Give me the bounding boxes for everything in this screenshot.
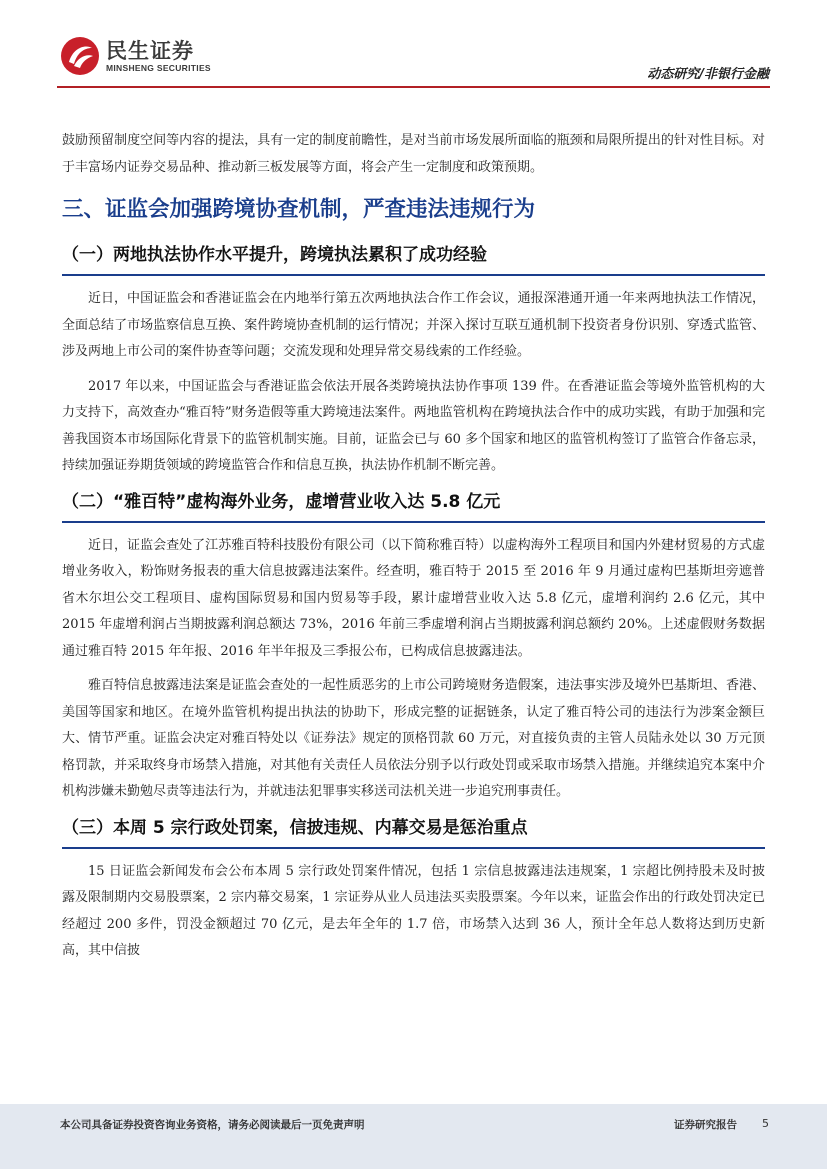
page-footer xyxy=(0,1104,827,1169)
paragraph: 15 日证监会新闻发布会公布本周 5 宗行政处罚案件情况，包括 1 宗信息披露违法违规案，1 宗超比例持股未及时披露及限制期内交易股票案，2 宗内幕交易案，1 宗证券从业人员违法买卖股票案。今年以来，证监会作出的行政处罚决定已经超过 200 多件，罚没金额超过 70 亿元，是去年全年的 1.7 倍，市场禁入达到 36 人，预计全年总人数将达到历史新高，其中信披 xyxy=(62,863,765,958)
paragraph: 近日，证监会查处了江苏雅百特科技股份有限公司（以下简称雅百特）以虚构海外工程项目和国内外建材贸易的方式虚增业务收入，粉饰财务报表的重大信息披露违法案件。经查明，雅百特于 2015 至 2016 年 9 月通过虚构巴基斯坦旁遮普省木尔坦公交工程项目、虚构国际贸易和国内贸易等手段，累计虚增营业收入达 5.8 亿元，虚增利润约 2.6 亿元，其中 2015 年虚增利润占当期披露利润总额达 73%，2016 年前三季虚增利润占当期披露利润总额约 20%。上述虚假财务数据通过雅百特 2015 年年报、2016 年半年报及三季报公布，已构成信息披露违法。 xyxy=(62,537,765,659)
report-category: 动态研究/非银行金融 xyxy=(647,67,769,82)
page-number: 5 xyxy=(762,1117,769,1130)
subsection-heading: （二）“雅百特”虚构海外业务，虚增营业收入达 5.8 亿元 xyxy=(62,488,765,523)
company-logo xyxy=(60,36,211,76)
page-header xyxy=(0,0,827,92)
paragraph: 鼓励预留制度空间等内容的提法，具有一定的制度前瞻性，是对当前市场发展所面临的瓶颈和局限所提出的针对性目标。对于丰富场内证券交易品种、推动新三板发展等方面，将会产生一定制度和政策预期。 xyxy=(62,133,765,175)
logo-english-name: MINSHENG SECURITIES xyxy=(106,63,211,73)
document-body xyxy=(62,128,765,973)
minsheng-logo-icon xyxy=(60,36,100,76)
paragraph: 近日，中国证监会和香港证监会在内地举行第五次两地执法合作工作会议，通报深港通开通一年来两地执法工作情况，全面总结了市场监察信息互换、案件跨境协查机制的运行情况；并深入探讨互联互通机制下投资者身份识别、穿透式监管、涉及两地上市公司的案件协查等问题；交流发现和处理异常交易线索的工作经验。 xyxy=(62,291,765,359)
paragraph: 2017 年以来，中国证监会与香港证监会依法开展各类跨境执法协作事项 139 件。在香港证监会等境外监管机构的大力支持下，高效查办“雅百特”财务造假等重大跨境违法案件。两地监管机构在跨境执法合作中的成功实践，有助于加强和完善我国资本市场国际化背景下的监管机制实施。目前，证监会已与 60 多个国家和地区的监管机构签订了监管合作备忘录，持续加强证券期货领域的跨境监管合作和信息互换，执法协作机制不断完善。 xyxy=(62,378,765,473)
paragraph: 雅百特信息披露违法案是证监会查处的一起性质恶劣的上市公司跨境财务造假案，违法事实涉及境外巴基斯坦、香港、美国等国家和地区。在境外监管机构提出执法的协助下，形成完整的证据链条，认定了雅百特公司的违法行为涉案金额巨大、情节严重。证监会决定对雅百特处以《证券法》规定的顶格罚款 60 万元，对直接负责的主管人员陆永处以 30 万元顶格罚款，并采取终身市场禁入措施，对其他有关责任人员依法分别予以行政处罚或采取市场禁入措施。并继续追究本案中介机构涉嫌未勤勉尽责等违法行为，并就违法犯罪事实移送司法机关进一步追究刑事责任。 xyxy=(62,678,765,799)
subsection-heading: （一）两地执法协作水平提升，跨境执法累积了成功经验 xyxy=(62,241,765,276)
report-label: 证券研究报告 xyxy=(674,1119,737,1131)
disclaimer-note: 本公司具备证券投资咨询业务资格，请务必阅读最后一页免责声明 xyxy=(60,1119,365,1131)
logo-chinese-name: 民生证券 xyxy=(106,39,194,63)
section-heading: 三、证监会加强跨境协查机制，严查违法违规行为 xyxy=(62,197,536,222)
subsection-heading: （三）本周 5 宗行政处罚案，信披违规、内幕交易是惩治重点 xyxy=(62,814,765,849)
header-divider xyxy=(57,86,770,88)
